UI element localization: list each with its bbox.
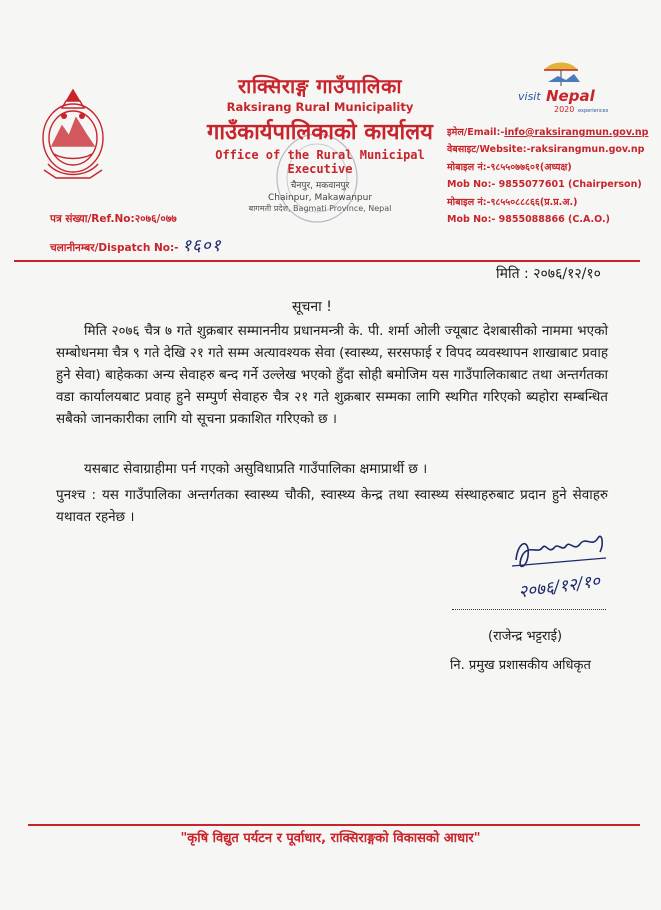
dispatch-value: १६०१ — [182, 236, 222, 256]
signer-name: (राजेन्द्र भट्टराई) — [488, 629, 563, 644]
signer-designation: नि. प्रमुख प्रशासकीय अधिकृत — [450, 658, 591, 673]
svg-text:2020: 2020 — [554, 105, 575, 114]
footer-slogan: "कृषि विद्युत पर्यटन र पूर्वाधार, राक्सिराङ्गको विकासको आधार" — [180, 831, 481, 846]
contact-website: वेबसाइट/Website:-raksirangmun.gov.np — [447, 144, 645, 156]
municipality-name-en: Raksirang Rural Municipality — [226, 100, 414, 114]
address-np: चैनपुर, मकवानपुर — [290, 181, 350, 191]
notice-postscript: पुनश्च : यस गाउँपालिका अन्तर्गतका स्वास्थ्य चौकी, स्वास्थ्य केन्द्र तथा स्वास्थ्य संस्थाहरुबाट प्रदान हुने सेवाहरु यथावत रहनेछ । — [56, 487, 608, 525]
contact-mobile-en-2: Mob No:- 9855088866 (C.A.O.) — [447, 214, 610, 226]
dispatch-label: चलानीनम्बर/Dispatch No:- — [50, 242, 179, 254]
signature-line — [452, 609, 606, 610]
notice-paragraph-1: मिति २०७६ चैत्र ७ गते शुक्रबार सम्माननीय प्रधानमन्त्री के. पी. शर्मा ओली ज्यूबाट देशबासीको नाममा भएको सम्बोधनमा चैत्र ९ गते देखि २१ गते सम्म अत्यावश्यक सेवा (स्वास्थ्य, सरसफाई र विपद व्यवस्थापन शाखाबाट प्रवाह हुने सेवा) बाहेकका अन्य सेवाहरु बन्द गर्ने उल्लेख भएको हुँदा सोही बमोजिम यस गाउँपालिकाबाट तथा अन्तर्गतका वडा कार्यालयबाट प्रवाह हुने सम्पुर्ण सेवाहरु चैत्र २१ गते शुक्रबार सम्मका लागि स्थगित गरिएको ब्यहोरा सम्बन्धित सबैको जानकारीका लागि यो सूचना प्रकाशित गरिएको छ । — [56, 323, 608, 427]
footer-divider — [28, 824, 640, 826]
contact-mobile-np-1: मोबाइल नं:-९८५५०७७६०१(अध्यक्ष) — [447, 161, 572, 173]
municipality-name-np: राक्सिराङ्ग गाउँपालिका — [237, 74, 403, 98]
contact-email: इमेल/Email:-info@raksirangmun.gov.np — [447, 127, 649, 138]
dispatch-number — [50, 233, 222, 256]
province-line: बागमती प्रदेश, Bagmati Province, Nepal — [248, 204, 392, 213]
office-name-en: Office of the Rural Municipal Executive — [215, 148, 425, 176]
date-value: २०७६/१२/१० — [533, 266, 601, 282]
notice-paragraph-2: यसबाट सेवाग्राहीमा पर्न गएको असुविधाप्रति गाउँपालिका क्षमाप्रार्थी छ । — [84, 461, 428, 477]
date-label: मिति : — [496, 266, 529, 282]
letterhead-title — [180, 72, 460, 214]
contact-mobile-np-2: मोबाइल नं:-९८५५०८८८६६(प्र.प्र.अ.) — [447, 196, 578, 208]
visit-nepal-logo-icon — [508, 56, 608, 116]
reference-label: पत्र संख्या/Ref.No: — [50, 213, 135, 225]
contact-mobile-en-1: Mob No:- 9855077601 (Chairperson) — [447, 179, 642, 191]
svg-text:visit: visit — [518, 90, 541, 103]
contact-block — [447, 124, 652, 228]
header-divider — [14, 260, 640, 262]
svg-text:Nepal: Nepal — [546, 87, 595, 105]
email-link[interactable]: info@raksirangmun.gov.np — [504, 127, 649, 138]
address-en: Chainpur, Makawanpur — [267, 193, 373, 203]
office-name-np: गाउँकार्यपालिकाको कार्यालय — [207, 120, 433, 145]
reference-number — [50, 212, 177, 226]
letter-date — [496, 264, 601, 283]
reference-value: २०७६/०७७ — [134, 213, 177, 225]
notice-title: सूचना ! — [292, 299, 332, 315]
nepal-emblem-icon — [36, 86, 110, 182]
signature-date: २०७६/१२/१० — [517, 571, 602, 603]
svg-text:experiences: experiences — [578, 108, 608, 114]
